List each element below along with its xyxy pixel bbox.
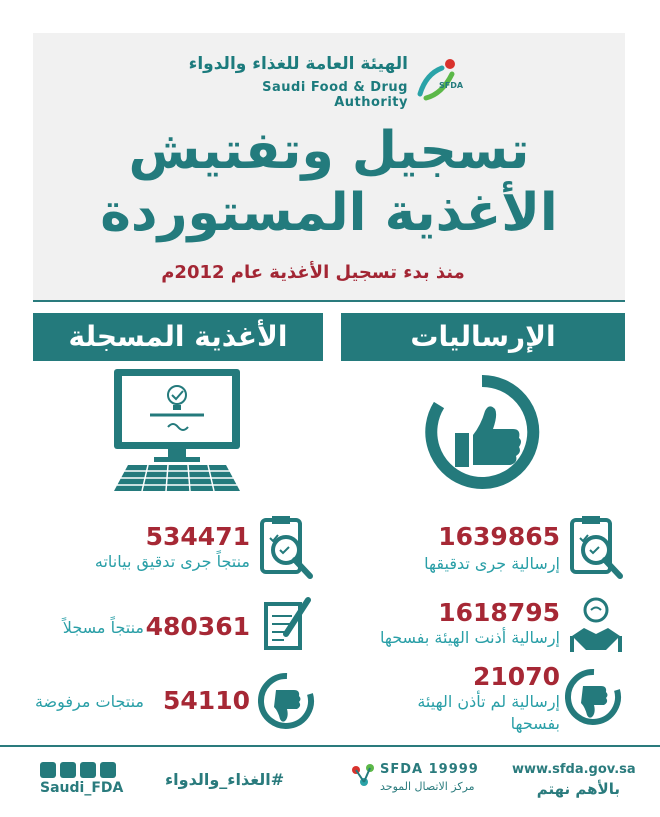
instagram-icon: [100, 762, 116, 778]
section-title-registered-foods: الأغذية المسجلة: [33, 313, 323, 361]
logo-text: SFDA: [439, 81, 464, 90]
thumbs-down-icon: [565, 668, 623, 726]
call-center-label: مركز الاتصال الموحد: [380, 780, 475, 793]
website-link[interactable]: www.sfda.gov.sa: [512, 762, 636, 777]
document-pen-icon: [262, 594, 314, 654]
youtube-icon: [80, 762, 96, 778]
call-center-icon: [350, 762, 378, 790]
stat-shipments-rejected-value: 21070: [473, 662, 560, 691]
hashtag: #الغذاء_والدواء: [165, 770, 285, 789]
stat-products-rejected-label: منتجات مرفوضة: [34, 692, 144, 711]
stat-shipments-released-value: 1618795: [438, 598, 560, 627]
facebook-icon: [60, 762, 76, 778]
stat-shipments-inspected-value: 1639865: [438, 522, 560, 551]
slogan: بالأهم نهتم: [536, 780, 620, 798]
stat-products-inspected-label: منتجاً جرى تدقيق بياناته: [94, 552, 250, 571]
social-handle[interactable]: Saudi_FDA: [40, 780, 124, 796]
clipboard-magnifier-icon: [258, 514, 316, 584]
handshake-certificate-icon: [568, 596, 624, 658]
stat-shipments-rejected-label-line1: إرسالية لم تأذن الهيئة: [417, 692, 560, 711]
clipboard-magnifier-icon: [568, 514, 626, 584]
stat-products-registered-label: منتجاً مسجلاً: [62, 618, 144, 637]
stat-shipments-inspected-label: إرسالية جرى تدقيقها: [424, 554, 560, 573]
stat-shipments-released-label: إرسالية أذنت الهيئة بفسحها: [379, 628, 560, 647]
footer-divider: [0, 745, 660, 747]
stat-shipments-rejected-label-line2: بفسحها: [510, 714, 560, 733]
twitter-icon: [40, 762, 56, 778]
org-name-arabic: الهيئة العامة للغذاء والدواء: [188, 54, 408, 74]
stat-products-registered-value: 480361: [145, 612, 250, 641]
computer-icon: [108, 365, 246, 497]
page-subtitle: منذ بدء تسجيل الأغذية عام 2012م: [161, 262, 465, 283]
stat-products-rejected-value: 54110: [163, 686, 250, 715]
sfda-logo-icon: [412, 54, 464, 106]
call-center-number: SFDA 19999: [380, 762, 479, 777]
divider: [33, 300, 625, 302]
social-icons: [40, 762, 120, 782]
page-title-line2: الأغذية المستوردة: [100, 183, 558, 243]
section-title-shipments: الإرساليات: [341, 313, 625, 361]
thumbs-down-icon: [258, 672, 316, 730]
thumbs-up-icon: [425, 375, 540, 490]
page-title-line1: تسجيل وتفتيش: [128, 121, 530, 181]
org-name-english: Saudi Food & Drug Authority: [262, 80, 408, 110]
stat-products-inspected-value: 534471: [145, 522, 250, 551]
